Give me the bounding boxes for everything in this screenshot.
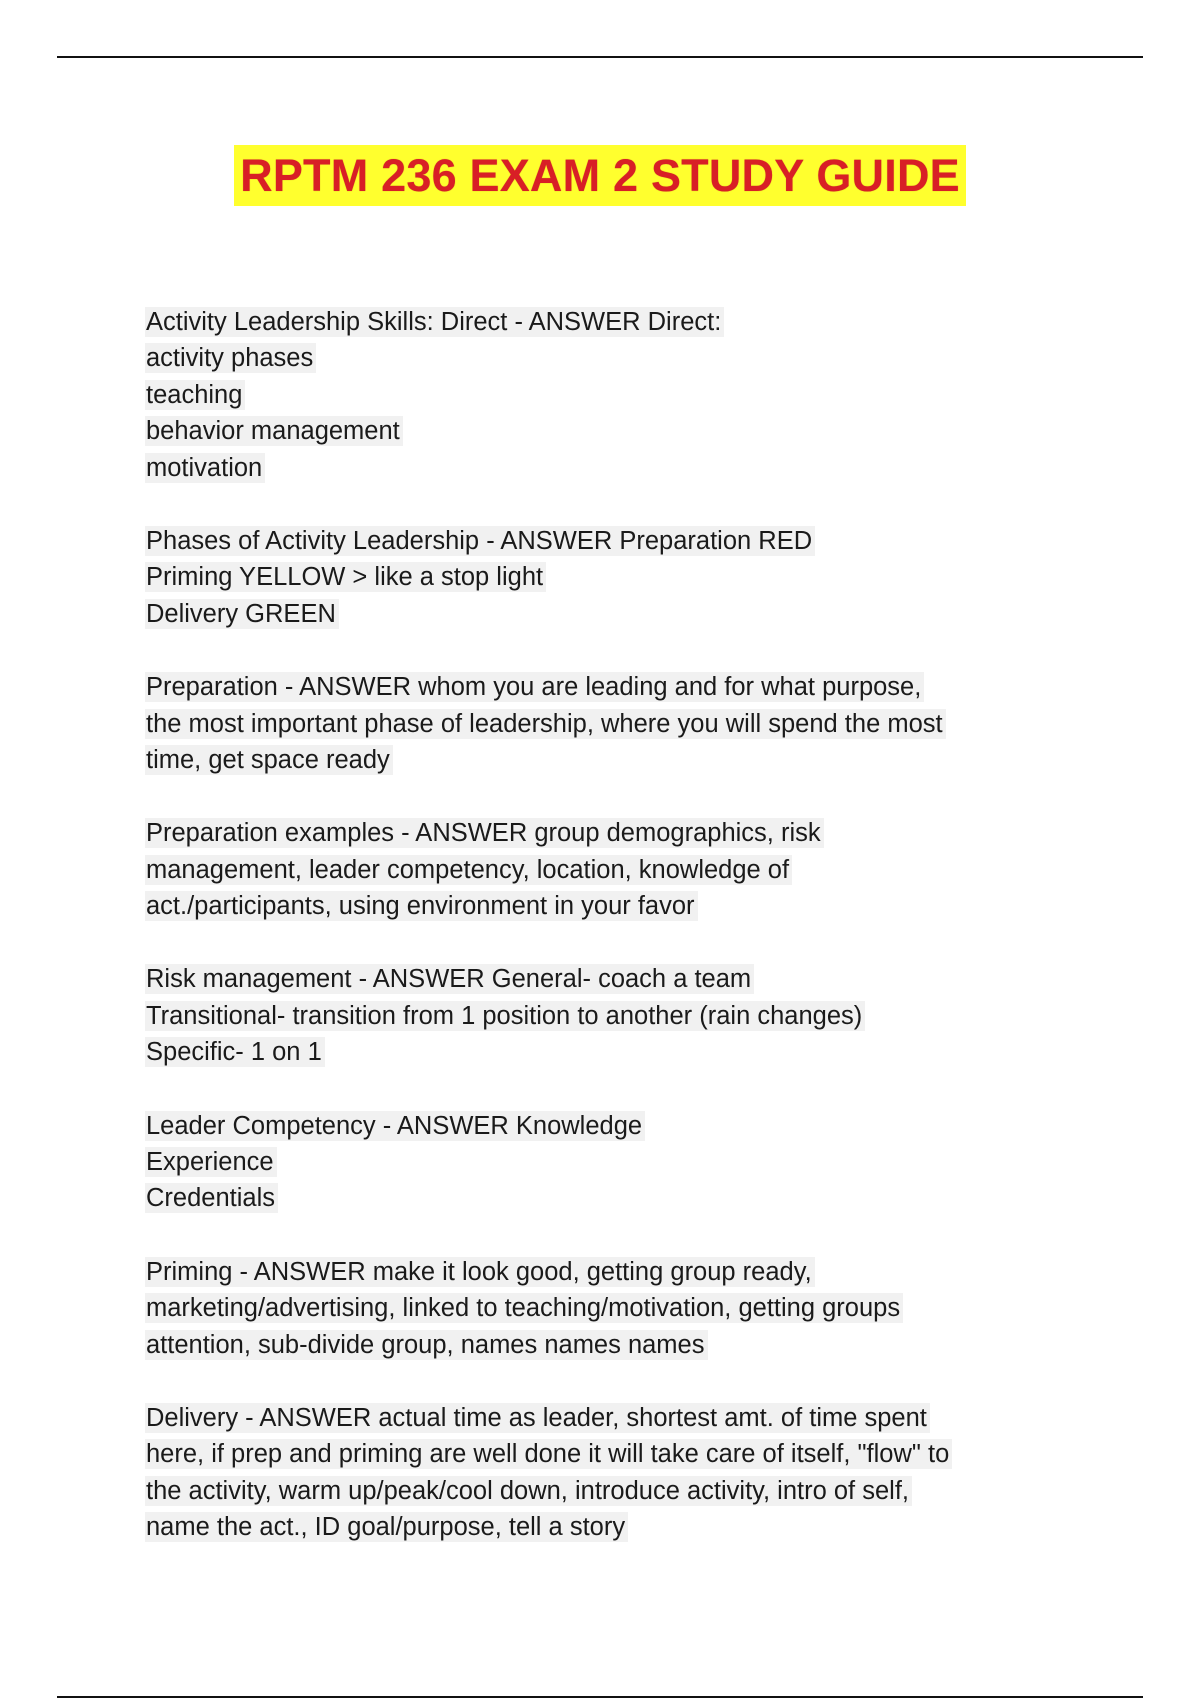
line-text: motivation	[146, 453, 263, 482]
line-text: teaching	[146, 380, 243, 409]
entry-answer-line	[146, 998, 1066, 1034]
line-text: Priming - ANSWER make it look good, getting group ready,	[146, 1257, 812, 1286]
entry-answer-line	[146, 706, 1066, 742]
qa-entry	[146, 304, 1066, 486]
line-text: Credentials	[146, 1184, 275, 1213]
line-text: here, if prep and priming are well done it will take care of itself, "flow" to	[146, 1440, 950, 1469]
line-text: Priming YELLOW > like a stop light	[146, 563, 544, 592]
line-text: Activity Leadership Skills: Direct - ANSWER Direct:	[146, 308, 722, 336]
qa-entry	[146, 961, 1066, 1070]
entry-question-line	[146, 961, 1066, 997]
line-text: act./participants, using environment in your favor	[146, 892, 695, 921]
line-text: time, get space ready	[146, 745, 390, 774]
line-text: Phases of Activity Leadership - ANSWER Preparation RED	[146, 526, 813, 555]
entry-answer-line	[146, 450, 1066, 486]
document-title: RPTM 236 EXAM 2 STUDY GUIDE	[234, 145, 966, 206]
entry-answer-line	[146, 1180, 1066, 1216]
entry-answer-line	[146, 377, 1066, 413]
line-text: management, leader competency, location, knowledge of	[146, 855, 790, 884]
entry-question-line	[146, 1108, 1066, 1144]
entry-answer-line	[146, 596, 1066, 632]
study-guide-body	[146, 304, 1066, 1583]
line-text: the activity, warm up/peak/cool down, introduce activity, intro of self,	[146, 1476, 909, 1505]
entry-answer-line	[146, 1144, 1066, 1180]
line-text: Preparation examples - ANSWER group demographics, risk	[146, 819, 821, 848]
entry-answer-line	[146, 742, 1066, 778]
entry-question-line	[146, 1254, 1066, 1290]
top-rule	[57, 56, 1143, 58]
line-text: activity phases	[146, 344, 314, 373]
line-text: Transitional- transition from 1 position to another (rain changes)	[146, 1001, 863, 1030]
entry-question-line	[146, 523, 1066, 559]
qa-entry	[146, 1400, 1066, 1546]
line-text: Experience	[146, 1148, 274, 1177]
entry-answer-line	[146, 1436, 1066, 1472]
line-text: Leader Competency - ANSWER Knowledge	[146, 1111, 643, 1140]
qa-entry	[146, 669, 1066, 778]
entry-answer-line	[146, 340, 1066, 376]
entry-question-line	[146, 669, 1066, 705]
entry-answer-line	[146, 1473, 1066, 1509]
title-block	[0, 145, 1200, 206]
qa-entry	[146, 1254, 1066, 1363]
line-text: name the act., ID goal/purpose, tell a story	[146, 1513, 626, 1542]
entry-answer-line	[146, 1327, 1066, 1363]
line-text: Preparation - ANSWER whom you are leading and for what purpose,	[146, 673, 922, 702]
line-text: behavior management	[146, 417, 400, 446]
qa-entry	[146, 1108, 1066, 1217]
qa-entry	[146, 523, 1066, 632]
entry-answer-line	[146, 1034, 1066, 1070]
line-text: marketing/advertising, linked to teaching/motivation, getting groups	[146, 1294, 901, 1323]
line-text: Delivery GREEN	[146, 599, 336, 628]
entry-answer-line	[146, 1290, 1066, 1326]
bottom-rule	[57, 1696, 1143, 1698]
entry-answer-line	[146, 888, 1066, 924]
entry-answer-line	[146, 559, 1066, 595]
line-text: Risk management - ANSWER General- coach a team	[146, 965, 752, 994]
line-text: Specific- 1 on 1	[146, 1038, 322, 1067]
line-text: attention, sub-divide group, names names names	[146, 1330, 705, 1359]
line-text: Delivery - ANSWER actual time as leader, shortest amt. of time spent	[146, 1403, 927, 1432]
entry-answer-line	[146, 852, 1066, 888]
entry-question-line	[146, 304, 1066, 340]
entry-question-line	[146, 1400, 1066, 1436]
entry-question-line	[146, 815, 1066, 851]
line-text: the most important phase of leadership, where you will spend the most	[146, 709, 943, 738]
entry-answer-line	[146, 413, 1066, 449]
entry-answer-line	[146, 1509, 1066, 1545]
qa-entry	[146, 815, 1066, 924]
